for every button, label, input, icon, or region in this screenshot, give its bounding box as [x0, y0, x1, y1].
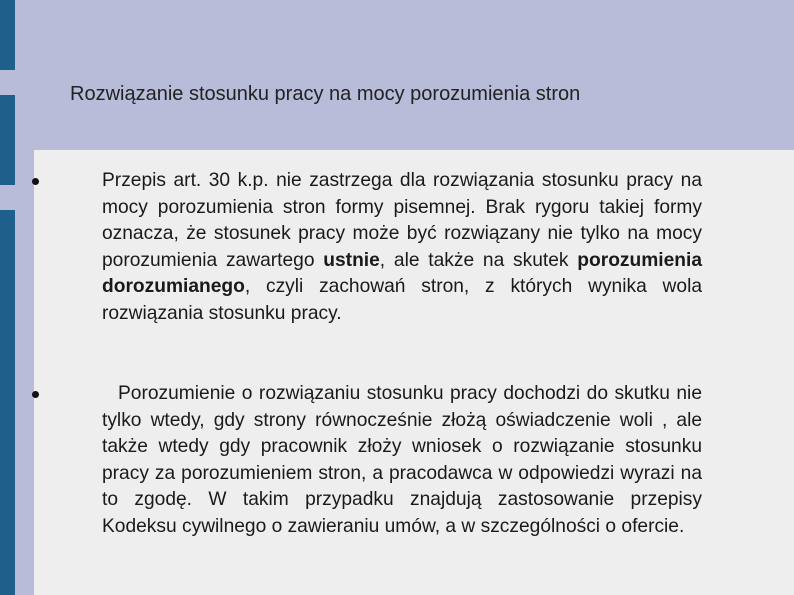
bullet-text-1	[102, 168, 702, 327]
bullet-1-text-part3: , czyli zachowań stron, z których wynika wola rozwiązania stosunku pracy.	[102, 276, 702, 324]
bullet-dot-icon	[32, 391, 39, 398]
accent-bar-top	[0, 0, 15, 70]
bullet-dot-icon	[32, 178, 39, 185]
bullet-item-1	[72, 168, 702, 327]
bullet-text-2: Porozumienie o rozwiązaniu stosunku pracy dochodzi do skutku nie tylko wtedy, gdy strony równocześnie złożą oświadczenie woli , ale także wtedy gdy pracownik złoży wniosek o rozwiązanie stosunku pracy za porozumieniem stron, a pracodawca w odpowiedzi wyrazi na to zgodę. W takim przypadku znajdują zastosowanie przepisy Kodeksu cywilnego o zawieraniu umów, a w szczególności o ofercie.	[102, 383, 702, 537]
slide-title: Rozwiązanie stosunku pracy na mocy porozumienia stron	[70, 83, 581, 105]
bullet-1-bold-ustnie: ustnie	[323, 249, 380, 271]
bullet-item-2	[72, 381, 702, 540]
accent-bar-bottom	[0, 210, 15, 595]
accent-bar-middle	[0, 95, 15, 185]
bullet-1-text-part2: , ale także na skutek	[379, 249, 578, 271]
bullet-1-text-part1: Przepis art. 30 k.p. nie zastrzega dla rozwiązania stosunku pracy na mocy porozumienia stron formy pisemnej. Brak rygoru takiej formy oznacza, że stosunek pracy może być rozwiązany nie tylko na mocy porozumienia zawartego	[102, 170, 702, 271]
bullet-1-bold-porozumienia: porozumienia dorozumianego	[102, 249, 703, 297]
